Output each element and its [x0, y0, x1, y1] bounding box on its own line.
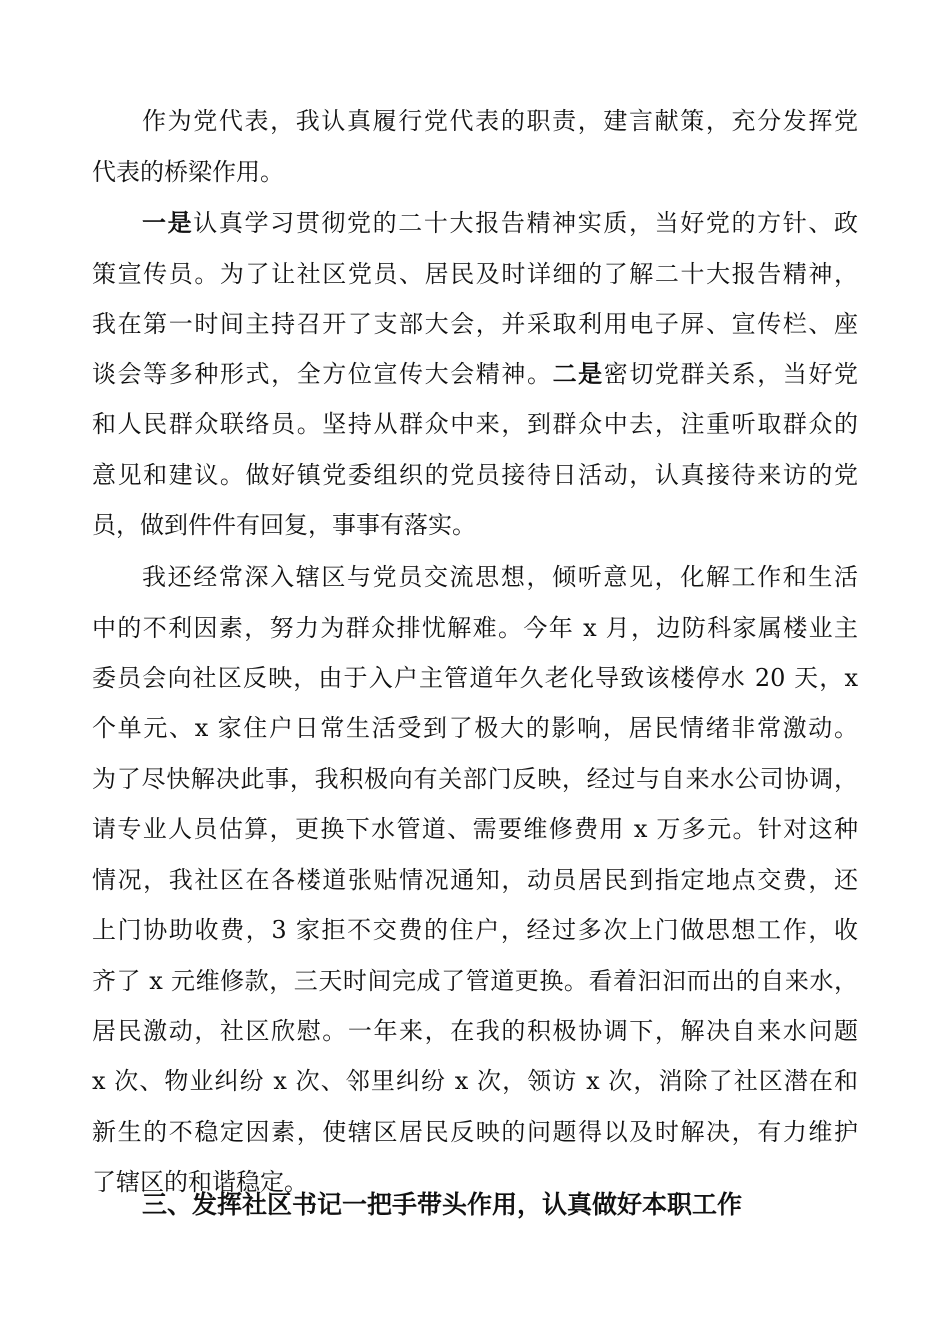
- paragraph-3-line-5: 为了尽快解决此事，我积极向有关部门反映，经过与自来水公司协调，: [92, 765, 858, 793]
- paragraph-3-line-10: 居民激动，社区欣慰。一年来，在我的积极协调下，解决自来水问题: [92, 1017, 858, 1045]
- paragraph-1-line-2: 代表的桥梁作用。: [92, 158, 284, 186]
- emphasis-second: 二是: [552, 359, 604, 388]
- paragraph-2-line-1-text: 认真学习贯彻党的二十大报告精神实质，当好党的方针、政: [193, 209, 859, 237]
- paragraph-2-line-4: [92, 356, 858, 392]
- paragraph-3-line-3: 委员会向社区反映，由于入户主管道年久老化导致该楼停水 20 天，x: [92, 664, 858, 692]
- paragraph-2-line-4-text: 密切党群关系，当好党: [603, 360, 859, 388]
- paragraph-2-line-5: 和人民群众联络员。坚持从群众中来，到群众中去，注重听取群众的: [92, 410, 858, 438]
- paragraph-3-line-2: 中的不利因素，努力为群众排忧解难。今年 x 月，边防科家属楼业主: [92, 614, 858, 642]
- paragraph-3-line-12: 新生的不稳定因素，使辖区居民反映的问题得以及时解决，有力维护: [92, 1118, 858, 1146]
- paragraph-3-line-8: 上门协助收费，3 家拒不交费的住户，经过多次上门做思想工作，收: [92, 916, 858, 944]
- paragraph-2-line-6: 意见和建议。做好镇党委组织的党员接待日活动，认真接待来访的党: [92, 461, 858, 489]
- paragraph-3-line-13: 了辖区的和谐稳定。: [92, 1168, 308, 1196]
- paragraph-3-line-4: 个单元、x 家住户日常生活受到了极大的影响，居民情绪非常激动。: [92, 714, 858, 742]
- paragraph-3-line-11: x 次、物业纠纷 x 次、邻里纠纷 x 次，领访 x 次，消除了社区潜在和: [92, 1067, 858, 1095]
- paragraph-3-line-6: 请专业人员估算，更换下水管道、需要维修费用 x 万多元。针对这种: [92, 815, 858, 843]
- paragraph-3-line-9: 齐了 x 元维修款，三天时间完成了管道更换。看着汩汩而出的自来水，: [92, 967, 858, 995]
- paragraph-3-line-1: 我还经常深入辖区与党员交流思想，倾听意见，化解工作和生活: [142, 563, 858, 591]
- paragraph-2-line-3: 我在第一时间主持召开了支部大会，并采取利用电子屏、宣传栏、座: [92, 310, 858, 338]
- paragraph-3-line-7: 情况，我社区在各楼道张贴情况通知，动员居民到指定地点交费，还: [92, 866, 858, 894]
- paragraph-2-line-4-pre: 谈会等多种形式，全方位宣传大会精神。: [92, 360, 553, 388]
- emphasis-first: 一是: [142, 208, 194, 237]
- paragraph-2-line-2: 策宣传员。为了让社区党员、居民及时详细的了解二十大报告精神，: [92, 260, 858, 288]
- section-heading: 三、发挥社区书记一把手带头作用，认真做好本职工作: [142, 1190, 743, 1219]
- paragraph-1-line-1: 作为党代表，我认真履行党代表的职责，建言献策，充分发挥党: [142, 107, 858, 135]
- paragraph-2-line-1: [142, 205, 858, 241]
- paragraph-2-line-7: 员，做到件件有回复，事事有落实。: [92, 511, 476, 539]
